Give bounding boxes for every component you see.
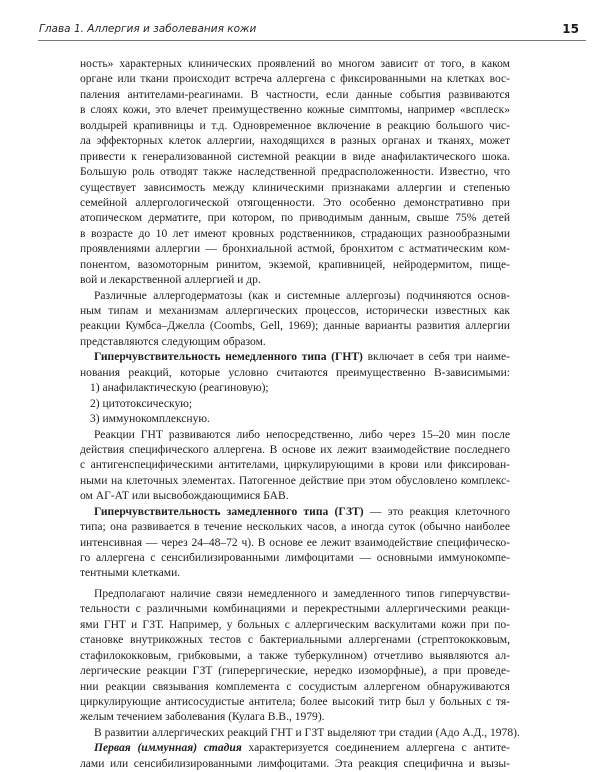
text-fragment: — это реакция клеточного [369,505,510,518]
text-line: Большую роль отводят также наследственной предрасположенности. Известно, что [80,166,510,179]
text-line: интенсивная — через 24–48–72 ч). В основе ее лежит взаимодействие специфическо- [80,536,510,549]
text-line: паления антителами-реагинами. В частности, если данные события развиваются [80,88,510,101]
text-line: стафилококковым, грибковыми, а также туберкулином) отчетливо выявляются ал- [80,649,510,662]
text-line: Реакции ГНТ развиваются либо непосредственно, либо через 15–20 мин после [94,428,510,441]
text-line: существует зависимость между клиническими признаками аллергии и степенью [80,181,510,194]
term-gnt: Гиперчувствительность немедленного типа (ГНТ) [94,351,363,364]
text-line: го аллергена с сенсибилизированными лимфоцитами — основными иммунокомпе- [80,552,510,564]
text-line: привести к генерализованной системной реакции в виде анафилактического шока. [80,150,510,163]
text-fragment: включает в себя три наиме- [367,351,510,364]
text-line: атопическом дерматите, при котором, по приводимым данным, свыше 75% детей [80,212,510,225]
chapter-title: Глава 1. Аллергия и заболевания кожи [39,23,257,35]
text-line [80,741,510,756]
text-line: циркулирующие антисосудистые антитела; более высокий титр был у больных с тя- [80,695,510,708]
text-line: ла эффекторных клеток аллергии, находящихся в разных органах и тканях, может [80,135,510,148]
running-header [33,20,585,38]
text-line: семейной аллергологической отягощенности. Это особенно демонстративно при [80,196,510,209]
text-line [80,350,510,365]
header-divider [38,40,586,41]
text-line: с антигенспецифическими антителами, циркулирующими в крови или фиксирован- [80,459,510,472]
text-line: в слоях кожи, это влечет преимущественно кожные симптомы, например «всплеск» [80,104,510,117]
text-line: волдырей крапивницы и т.д. Одновременное включение в реакцию большого чис- [80,119,510,132]
text-line: проявлениями аллергии — бронхиальной астмой, бронхитом с астматическим ком- [80,243,510,256]
list-item: 2) цитотоксическую; [90,397,193,410]
page-number: 15 [562,22,579,36]
text-fragment: характеризуется соединением аллергена с антите- [248,742,510,755]
text-line: нии реакции связывания комплемента с сосудистым аллергеном обнаруживаются [80,680,510,693]
text-line: тентными клетками. [80,567,181,580]
text-line: действия специфического аллергена. В основе их лежит взаимодействие последнего [80,443,510,456]
text-line: типа; она развивается в течение нескольких часов, а иногда суток (обычно наиболее [80,521,510,534]
text-line: становке внутрикожных тестов с бактериальными аллергенами (стрептококковым, [80,634,510,647]
term-first-stage: Первая (иммунная) стадия [94,742,242,755]
text-line: понентом, вазомоторным ринитом, экземой, крапивницей, нейродермитом, пище- [80,258,510,271]
text-line: лами или сенсибилизированными лимфоцитами. Эта реакция специфична и вызы- [80,757,510,770]
text-line: желым течением заболевания (Кулага В.В., 1979). [80,711,325,724]
text-line: лергические реакции ГЗТ (гиперергические, нередко изоморфные), а при проведе- [80,665,510,678]
text-line: ность» характерных клинических проявлений во многом зависит от того, в каком [80,58,510,70]
text-line: Предполагают наличие связи немедленного и замедленного типов гиперчувстви- [94,587,510,600]
text-line: вой и лекарственной аллергией и др. [80,274,261,287]
page-body [80,57,520,772]
text-line: нования реакций, которые условно считаются преимущественно В-зависимыми: [80,366,510,379]
text-line: ом АГ-АТ или высвобождающимися БАВ. [80,490,289,503]
text-line: органе или ткани происходит встреча аллергена с фиксированными на клетках вос- [80,73,510,86]
text-line: тельности с различными комбинациями и перекрестными аллергическими реакци- [80,603,510,616]
text-line: В развитии аллергических реакций ГНТ и ГЗТ выделяют три стадии (Адо А.Д., 1978). [94,726,520,739]
list-item: 1) анафилактическую (реагиновую); [90,382,269,395]
list-item: 3) иммунокомплексную. [90,413,210,426]
text-line: ным типам и механизмам аллергических процессов, исторически известных как [80,305,510,317]
text-line: представляются следующим образом. [80,335,266,348]
text-line: ями ГНТ и ГЗТ. Например, у больных с аллергическим васкулитами кожи при по- [80,618,510,631]
text-line: в возрасте до 10 лет имеют кровных родственников, страдающих разнообразными [80,227,510,240]
text-line: Различные аллергодерматозы (как и системные аллергозы) подчиняются основ- [94,289,510,302]
term-gzt: Гиперчувствительность замедленного типа (ГЗТ) [94,505,364,518]
text-line: ными на клеточных элементах. Патогенное действие при этом обусловлено комплекс- [80,474,510,487]
text-line: реакции Кумбса–Джелла (Coombs, Gell, 1969); данные варианты развития аллергии [80,320,510,333]
text-line [80,505,510,520]
